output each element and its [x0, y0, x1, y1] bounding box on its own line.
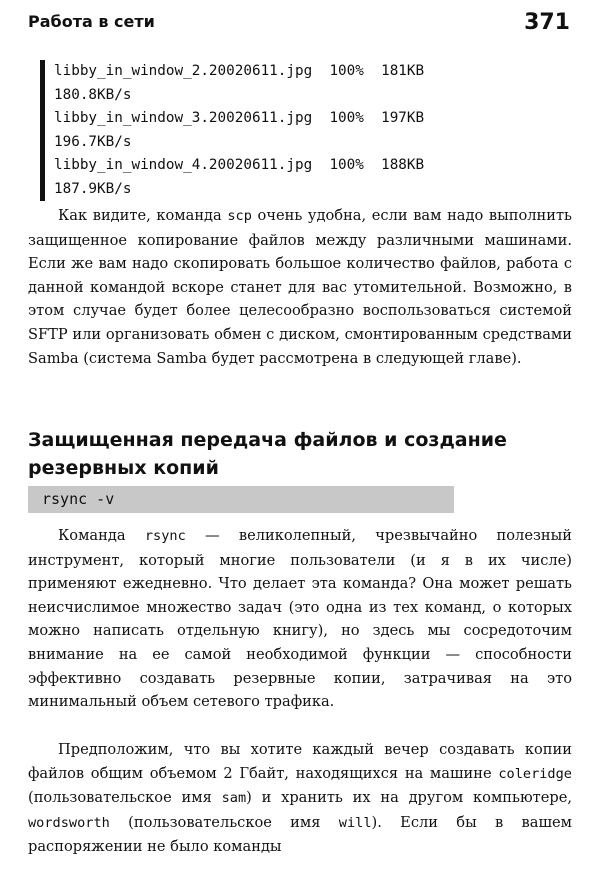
- paragraph-example: [28, 738, 572, 859]
- text: ). Если бы в вашем распоряжении не было команды: [28, 813, 572, 856]
- listing-line: libby_in_window_3.20020611.jpg 100% 197КВ: [54, 110, 425, 126]
- section-heading: Защищенная передача файлов и создание резервных копий: [28, 429, 507, 479]
- listing-line: 187.9КВ/s: [54, 180, 132, 197]
- inline-code: scp: [227, 208, 252, 224]
- running-header: Работа в сети: [28, 12, 155, 31]
- paragraph-scp: [28, 204, 572, 370]
- text: очень удобна, если вам надо выполнить защищенное копирование файлов между различными машинами. Если же вам надо скопировать большое количество файлов, работа с данной командой вскоре станет для вас утомительной. Возможно, в этом случае будет более целесообразно воспользоваться системой SFTP или организовать обмен с диском, смонтированным средствами Samba (система Samba будет рассмотрена в следующей главе).: [28, 207, 572, 367]
- inline-code: sam: [221, 790, 247, 807]
- inline-code: rsync: [144, 528, 186, 544]
- inline-code: will: [338, 814, 372, 831]
- text: Предположим, что вы хотите каждый вечер создавать копии файлов общим объемом 2 Гбайт, находящихся на машине: [28, 741, 572, 782]
- listing-line: libby_in_window_4.20020611.jpg 100% 188КВ: [54, 157, 425, 173]
- text: (пользовательское имя: [109, 813, 339, 831]
- command-bar: rsync -v: [28, 486, 454, 513]
- text: Как видите, команда: [58, 207, 228, 224]
- listing-line: 180.8КВ/s: [54, 86, 132, 103]
- listing-line: libby_in_window_2.20020611.jpg 100% 181КВ: [54, 63, 425, 79]
- page-number: 371: [524, 10, 570, 35]
- text: ) и хранить их на другом компьютере,: [246, 789, 573, 807]
- code-listing: [40, 60, 574, 201]
- listing-line: 196.7КВ/s: [54, 133, 132, 150]
- text: Команда: [58, 527, 145, 544]
- text: — великолепный, чрезвычайно полезный инструмент, который многие пользователи (и я в их числе) применяют ежедневно. Что делает эта команда? Она может решать неисчислимое множество задач (это одна из тех команд, о которых можно написать отдельную книгу), но здесь мы сосредоточим внимание на ее самой необходимой функции — способности эффективно создавать резервные копии, затрачивая на это минимальный объем сетевого трафика.: [28, 527, 572, 711]
- text: (пользовательское имя: [28, 789, 222, 807]
- inline-code: wordsworth: [28, 814, 110, 831]
- paragraph-rsync: [28, 524, 572, 714]
- inline-code: coleridge: [498, 765, 572, 782]
